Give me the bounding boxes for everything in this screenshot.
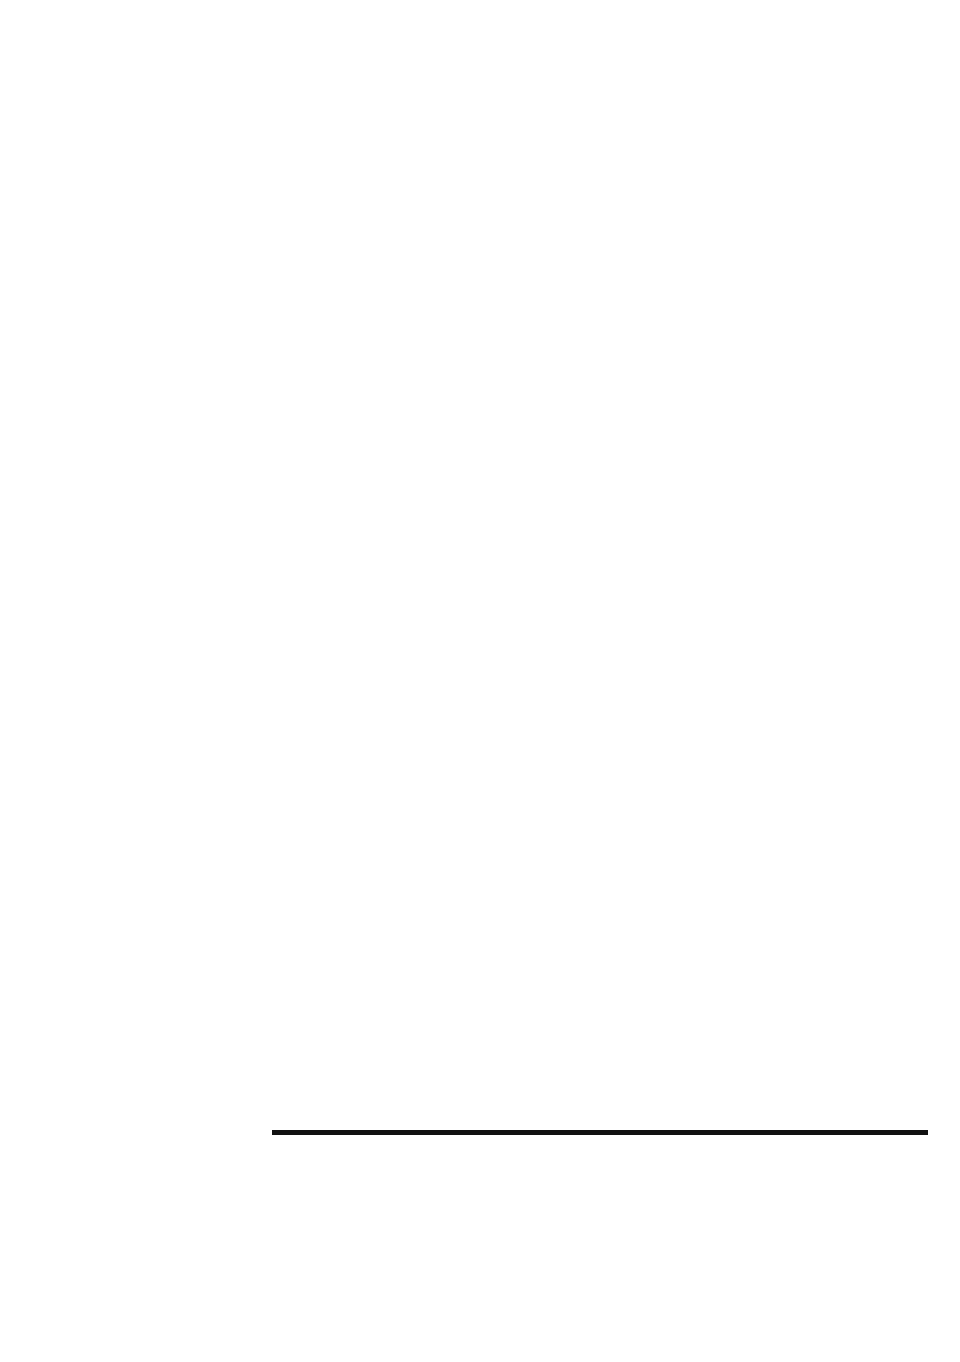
imprint-divider [272, 1130, 928, 1135]
